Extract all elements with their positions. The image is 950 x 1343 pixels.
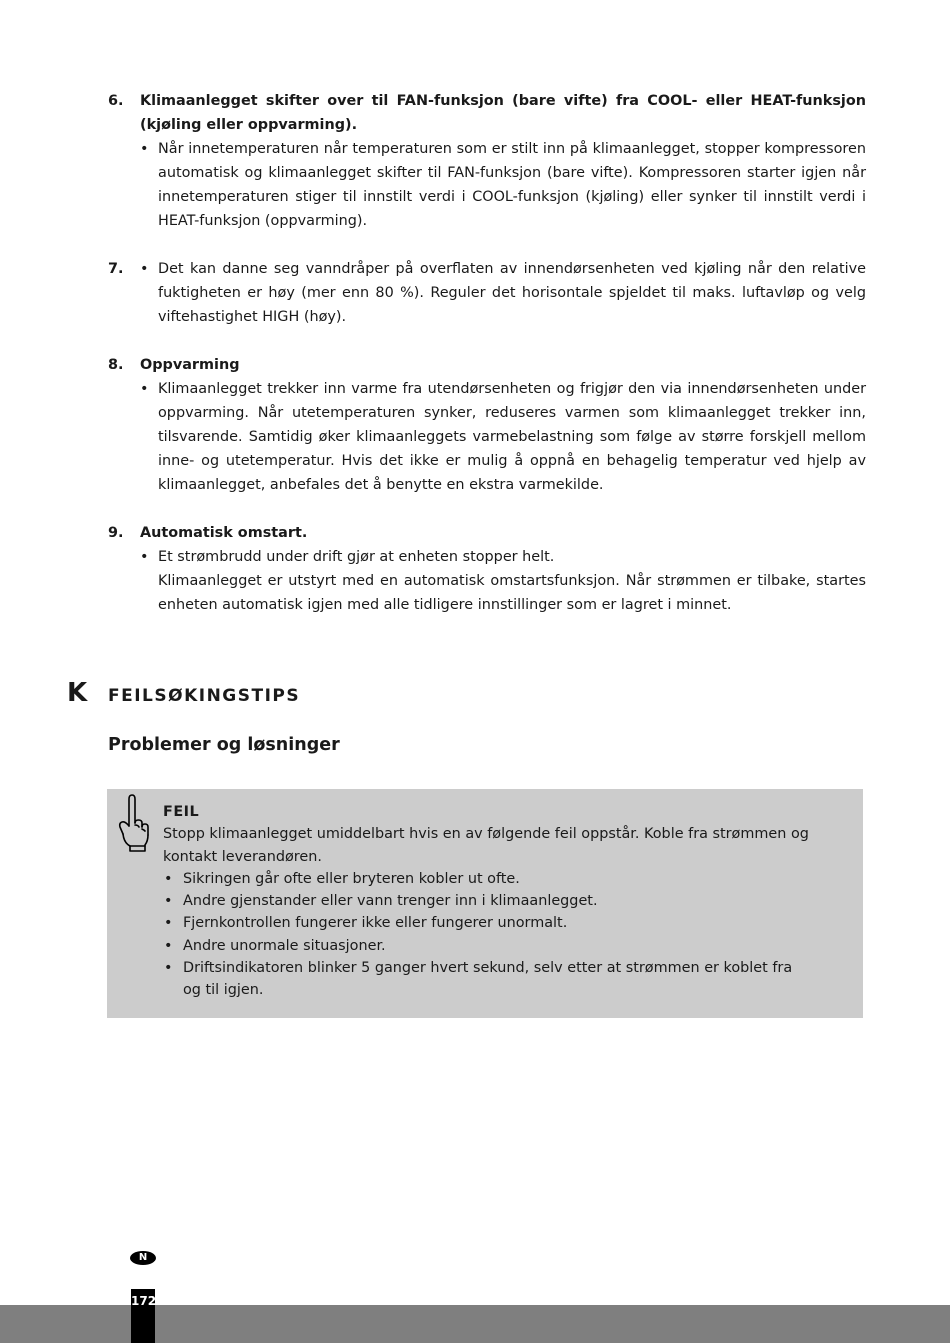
bullet-icon: •	[164, 915, 173, 932]
item-9	[108, 521, 866, 617]
bullet-icon: •	[140, 381, 149, 397]
item-8	[108, 353, 866, 497]
list-item	[163, 890, 813, 912]
list-item-text: Andre gjenstander eller vann trenger inn i klimaanlegget.	[183, 893, 598, 910]
bullet-icon: •	[164, 960, 173, 977]
item-bullet	[140, 377, 866, 497]
item-7	[108, 257, 866, 329]
list-item	[163, 868, 813, 890]
section-subtitle: Problemer og løsninger	[108, 735, 340, 755]
bullet-icon: •	[164, 870, 173, 887]
item-number: 8.	[108, 357, 124, 373]
bullet-icon: •	[140, 141, 149, 157]
bullet-icon: •	[164, 937, 173, 954]
item-heading: Automatisk omstart.	[140, 525, 308, 541]
list-item-text: Fjernkontrollen fungerer ikke eller fungerer unormalt.	[183, 915, 568, 932]
warning-content	[163, 801, 813, 1002]
page-number: 172	[131, 1294, 157, 1308]
warning-title: FEIL	[163, 804, 200, 820]
item-bullet	[140, 257, 866, 329]
pointing-finger-icon	[114, 793, 150, 853]
item-heading: Oppvarming	[140, 357, 240, 373]
bullet-text: Når innetemperaturen når temperaturen som er stilt inn på klimaanlegget, stopper kompressoren automatisk og klimaanlegget skifter til FAN-funksjon (bare vifte). Kompressoren starter igjen når innetemperaturen stiger til innstilt verdi i COOL-funksjon (kjøling) eller synker til innstilt verdi i HEAT-funksjon (oppvarming).	[158, 141, 866, 229]
bullet-icon: •	[164, 893, 173, 910]
bullet-text: Et strømbrudd under drift gjør at enheten stopper helt.	[158, 549, 555, 565]
list-item	[163, 912, 813, 934]
warning-box	[107, 789, 863, 1018]
numbered-items	[108, 89, 866, 641]
bullet-text: Klimaanlegget trekker inn varme fra utendørsenheten og frigjør den via innendørsenheten under oppvarming. Når utetemperaturen synker, reduseres varmen som klimaanlegget trekker inn, tilsvarende. Samtidig øker klimaanleggets varmebelastning som følge av større forskjell mellom inne- og utetemperatur. Hvis det ikke er mulig å oppnå en behagelig temperatur ved hjelp av klimaanlegget, anbefales det å benytte en ekstra varmekilde.	[158, 381, 866, 493]
language-badge: N	[130, 1251, 156, 1265]
item-bullet	[140, 137, 866, 233]
item-heading: Klimaanlegget skifter over til FAN-funksjon (bare vifte) fra COOL- eller HEAT-funksjon (kjøling eller oppvarming).	[140, 93, 866, 133]
bullet-icon: •	[140, 261, 149, 277]
list-item	[163, 957, 813, 1002]
list-item-text: Sikringen går ofte eller bryteren kobler ut ofte.	[183, 870, 520, 887]
item-number: 9.	[108, 525, 124, 541]
item-6	[108, 89, 866, 233]
list-item-text: Driftsindikatoren blinker 5 ganger hvert sekund, selv etter at strømmen er koblet fra og til igjen.	[183, 960, 793, 999]
section-letter: K	[67, 678, 88, 708]
bullet-icon: •	[140, 549, 149, 565]
section-title: FEILSØKINGSTIPS	[108, 686, 301, 706]
item-bullet	[140, 545, 866, 569]
item-number: 7.	[108, 261, 124, 277]
list-item	[163, 935, 813, 957]
item-continuation: Klimaanlegget er utstyrt med en automatisk omstartsfunksjon. Når strømmen er tilbake, startes enheten automatisk igjen med alle tidligere innstillinger som er lagret i minnet.	[158, 573, 866, 613]
list-item-text: Andre unormale situasjoner.	[183, 937, 386, 954]
bullet-text: Det kan danne seg vanndråper på overflaten av innendørsenheten ved kjøling når den relative fuktigheten er høy (mer enn 80 %). Reguler det horisontale spjeldet til maks. luftavløp og velg viftehastighet HIGH (høy).	[158, 261, 866, 325]
warning-list	[163, 868, 813, 1002]
item-number: 6.	[108, 93, 124, 109]
warning-intro: Stopp klimaanlegget umiddelbart hvis en av følgende feil oppstår. Koble fra strømmen og kontakt leverandøren.	[163, 826, 809, 865]
